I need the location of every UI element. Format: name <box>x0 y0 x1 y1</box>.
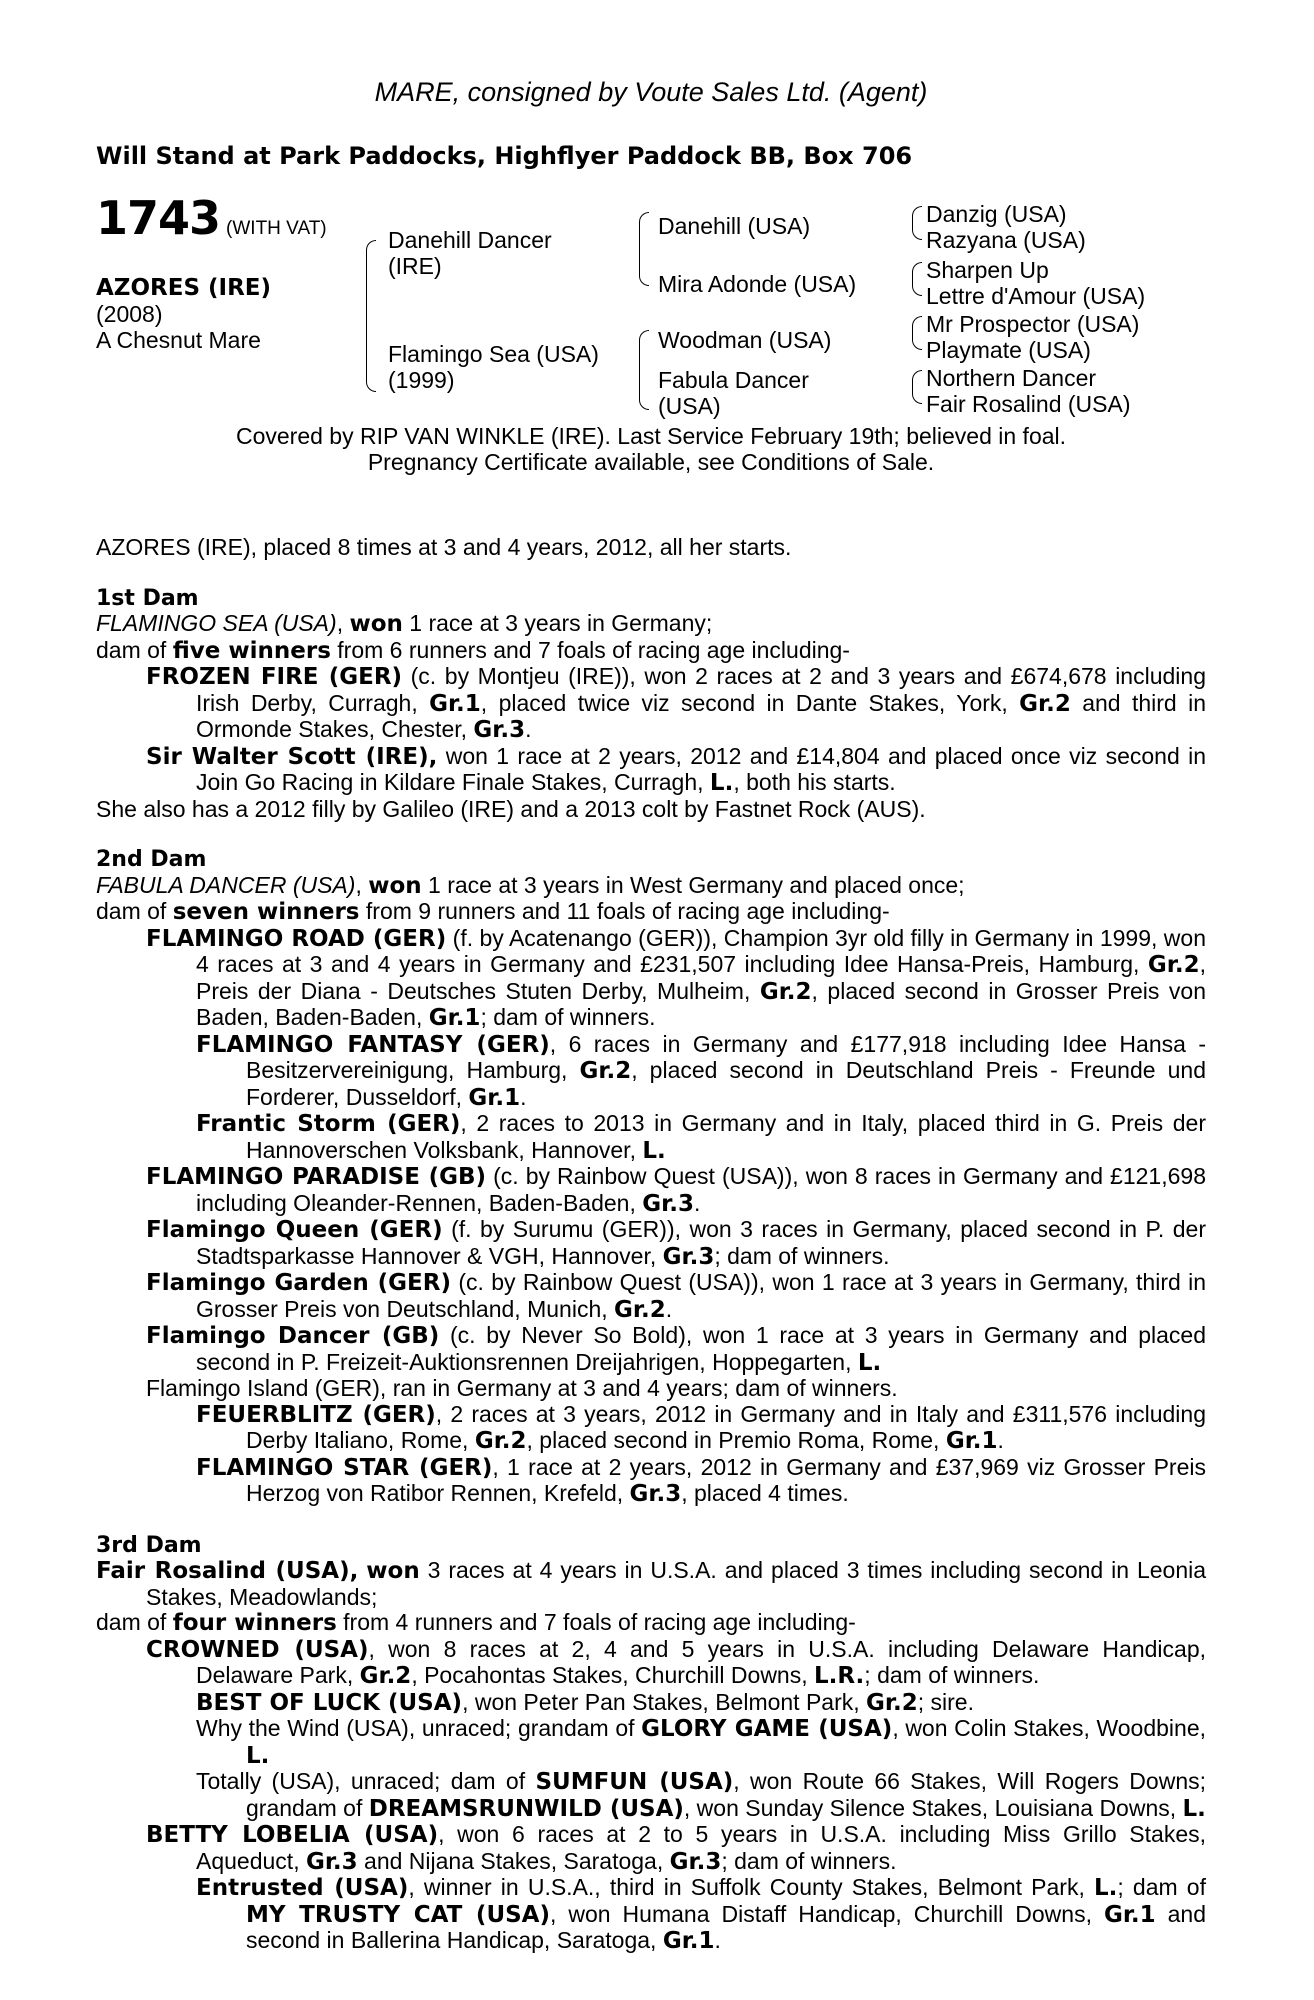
second-dam-section <box>96 847 1206 1508</box>
second-dam-heading: 2nd Dam <box>96 847 207 872</box>
record-text: and third in Ormonde Stakes, Chester, <box>196 689 1206 742</box>
pedigree-sire-dam: Mira Adonde (USA) <box>658 271 857 297</box>
record-text: ; dam of <box>1117 1874 1206 1900</box>
grade: Gr.2 <box>614 1296 666 1323</box>
grade: Gr.2 <box>474 1428 527 1454</box>
grade: L.R. <box>814 1663 865 1689</box>
pedigree-dam-dam: Fabula Dancer <box>658 367 809 393</box>
pedigree-brace <box>912 206 922 240</box>
grade: Gr.2 <box>866 1689 918 1716</box>
record-text: , winner in U.S.A., third in Suffolk County Stakes, Belmont Park, <box>408 1874 1094 1900</box>
grade: L. <box>246 1742 270 1769</box>
dam-name: FABULA DANCER (USA) <box>96 871 356 898</box>
horse-name-bold: FLAMINGO STAR (GER) <box>196 1454 493 1481</box>
record-text: (f. by Acatenango (GER)), Champion 3yr old filly in Germany in 1999, won 4 races at 3 and 4 years in Germany and £231,507 including Idee Hansa-Preis, Hamburg, <box>196 924 1206 977</box>
record-text: (c. by Montjeu (IRE)), won 2 races at 2 and 3 years and £674,678 including Irish Derby, Curragh, <box>196 663 1206 716</box>
record-text: , 1 race at 2 years, 2012 in Germany and £37,969 viz Grosser Preis Herzog von Ratibor Rennen, Krefeld, <box>246 1453 1206 1506</box>
horse-name-bold: MY TRUSTY CAT (USA) <box>246 1901 550 1928</box>
record-text: ; dam of winners. <box>721 1847 897 1874</box>
produce-entry: Flamingo Island (GER), ran in Germany at 3 and 4 years; dam of winners. <box>146 1375 898 1401</box>
record-text: and Nijana Stakes, Saratoga, <box>357 1847 670 1874</box>
grade: Gr.1 <box>429 690 481 717</box>
record-text: (c. by Rainbow Quest (USA)), won 8 races in Germany and £121,698 including Oleander-Rennen, Baden-Baden, <box>196 1163 1206 1216</box>
pedigree-brace <box>639 212 649 286</box>
stand-location: Will Stand at Park Paddocks, Highflyer Paddock BB, Box 706 <box>96 142 913 170</box>
produce-entry <box>96 1822 1206 1875</box>
grade: Gr.1 <box>468 1084 521 1111</box>
grade: Gr.2 <box>359 1663 412 1689</box>
record-text: dam of <box>96 636 173 663</box>
won-label: won <box>368 872 422 899</box>
grade: Gr.1 <box>662 1928 715 1954</box>
record-text: ; dam of winners. <box>480 1004 656 1030</box>
record-text: ; sire. <box>917 1688 974 1715</box>
horse-name-bold: Entrusted (USA) <box>196 1875 409 1901</box>
third-dam-section <box>96 1533 1206 1955</box>
second-dam-record: FABULA DANCER (USA), won 1 race at 3 years in West Germany and placed once; <box>96 871 965 899</box>
pedigree-ddd: Fair Rosalind (USA) <box>926 391 1131 417</box>
horse-name-bold: DREAMSRUNWILD (USA) <box>368 1795 684 1822</box>
record-text: , won Colin Stakes, Woodbine, <box>892 1715 1206 1741</box>
record-text: . <box>714 1927 721 1953</box>
horse-name-bold: FROZEN FIRE (GER) <box>146 664 403 690</box>
horse-name-bold: FLAMINGO FANTASY (GER) <box>196 1031 550 1058</box>
produce-entry <box>96 1769 1206 1822</box>
horse-year: (2008) <box>96 301 163 327</box>
pedigree-dsd: Playmate (USA) <box>926 337 1091 363</box>
record-text: , Pocahontas Stakes, Churchill Downs, <box>411 1662 815 1688</box>
pedigree-brace <box>639 330 649 410</box>
grade: Gr.2 <box>579 1058 632 1084</box>
record-text: , placed second in Deutschland Preis - Freunde und Forderer, Dusseldorf, <box>246 1057 1206 1110</box>
produce-entry <box>96 1032 1206 1112</box>
record-text: (c. by Rainbow Quest (USA)), won 1 race at 3 years in Germany, third in Grosser Preis von Deutschland, Munich, <box>196 1269 1206 1322</box>
grade: Gr.3 <box>662 1243 715 1270</box>
vat-label: (WITH VAT) <box>226 218 327 239</box>
pedigree-dss: Mr Prospector (USA) <box>926 311 1140 337</box>
dam-name: Fair Rosalind (USA) <box>96 1558 350 1584</box>
record-text: dam of <box>96 898 173 924</box>
pedigree-dds: Northern Dancer <box>926 365 1097 391</box>
horse-name-bold: Frantic Storm (GER) <box>196 1111 461 1137</box>
record-text: , placed second in Premio Roma, Rome, <box>526 1427 946 1453</box>
record-text: , won Humana Distaff Handicap, Churchill Downs, <box>550 1900 1104 1927</box>
grade: Gr.2 <box>1019 690 1071 717</box>
lot-number: 1743 <box>96 191 221 245</box>
produce-entry <box>96 1164 1206 1217</box>
pregnancy-line: Pregnancy Certificate available, see Conditions of Sale. <box>367 449 935 475</box>
record-text: Why the Wind (USA), unraced; grandam of <box>196 1715 642 1741</box>
pedigree-sdd: Lettre d'Amour (USA) <box>926 283 1146 309</box>
produce-entry <box>96 1637 1206 1690</box>
race-summary: AZORES (IRE), placed 8 times at 3 and 4 years, 2012, all her starts. <box>96 534 792 560</box>
horse-name-bold: SUMFUN (USA) <box>535 1769 734 1795</box>
record-text: , won 8 races at 2, 4 and 5 years in U.S.A. including Delaware Handicap, Delaware Park, <box>196 1635 1207 1688</box>
grade: Gr.3 <box>642 1190 694 1217</box>
record-text: , both his starts. <box>733 769 896 795</box>
first-dam-record: FLAMINGO SEA (USA), won 1 race at 3 years in Germany; <box>96 610 713 637</box>
record-text: . <box>997 1427 1004 1453</box>
horse-name-bold: Flamingo Garden (GER) <box>146 1270 451 1296</box>
grade: L. <box>709 770 734 796</box>
record-text: , placed twice viz second in Dante Stakes, York, <box>480 689 1020 716</box>
first-dam-section <box>96 586 1206 823</box>
grade: Gr.3 <box>473 717 526 743</box>
pedigree-dam-sire: Woodman (USA) <box>658 327 832 353</box>
pedigree-brace <box>912 316 922 350</box>
horse-name-bold: CROWNED (USA) <box>146 1636 369 1663</box>
grade: Gr.3 <box>305 1848 358 1875</box>
record-text: dam of <box>96 1609 173 1635</box>
grade: Gr.1 <box>428 1005 481 1031</box>
first-dam-produce <box>96 638 1206 665</box>
record-text: . <box>520 1083 527 1110</box>
record-text: , placed second in Grosser Preis von Baden, Baden-Baden, <box>196 977 1206 1030</box>
produce-entry <box>96 1455 1206 1508</box>
record-text: Totally (USA), unraced; dam of <box>196 1768 536 1794</box>
record-text: , 2 races at 3 years, 2012 in Germany and in Italy and £311,576 including Derby Italiano, Rome, <box>246 1400 1206 1453</box>
record-text: , <box>349 1558 359 1584</box>
record-text: . <box>525 716 532 742</box>
produce-entry <box>96 744 1206 797</box>
second-dam-produce <box>96 899 1206 926</box>
produce-entry <box>96 1875 1206 1955</box>
record-text: . <box>665 1295 673 1322</box>
grade: L. <box>1093 1875 1118 1901</box>
pedigree-sire: Danehill Dancer <box>388 227 552 253</box>
produce-record <box>96 535 1206 1955</box>
third-dam-record <box>96 1558 1206 1610</box>
winners-count: five winners <box>172 637 331 664</box>
pedigree-dam-dam-country: (USA) <box>658 393 721 419</box>
grade: L. <box>642 1137 666 1164</box>
covered-line: Covered by RIP VAN WINKLE (IRE). Last Service February 19th; believed in foal. <box>235 423 1067 449</box>
third-dam-heading: 3rd Dam <box>96 1532 202 1558</box>
pedigree-sire-sire: Danehill (USA) <box>658 213 811 239</box>
grade: Gr.1 <box>1103 1901 1156 1928</box>
record-text: . <box>693 1189 701 1216</box>
grade: Gr.1 <box>945 1428 998 1454</box>
record-text: , won Route 66 Stakes, Will Rogers Downs; grandam of <box>246 1768 1206 1821</box>
grade: Gr.3 <box>669 1848 722 1875</box>
record-text: , placed 4 times. <box>681 1480 849 1506</box>
horse-name-bold: Sir Walter Scott (IRE), <box>146 743 438 770</box>
grade: Gr.2 <box>1147 952 1200 978</box>
record-text: , won Peter Pan Stakes, Belmont Park, <box>462 1688 867 1715</box>
record-text: , won Sunday Silence Stakes, Louisiana Downs, <box>683 1794 1183 1821</box>
pedigree-brace <box>912 370 922 404</box>
horse-name-bold: FLAMINGO PARADISE (GB) <box>146 1164 487 1190</box>
record-text: and second in Ballerina Handicap, Saratoga, <box>246 1900 1207 1953</box>
pedigree-ssd: Razyana (USA) <box>926 227 1086 253</box>
record-text: from 9 runners and 11 foals of racing age including- <box>359 898 890 924</box>
record-text: 3 races at 4 years in U.S.A. and placed 3 times including second in Leonia Stakes, Meadowlands; <box>146 1557 1207 1610</box>
pedigree-dam-year: (1999) <box>388 367 455 393</box>
horse-name-bold: Flamingo Queen (GER) <box>146 1217 443 1243</box>
record-text: (f. by Surumu (GER)), won 3 races in Germany, placed second in P. der Stadtsparkasse Hannover & VGH, Hannover, <box>196 1216 1206 1269</box>
record-text: ; dam of winners. <box>714 1242 890 1269</box>
dam-name: FLAMINGO SEA (USA) <box>96 610 337 636</box>
produce-entry <box>96 926 1206 1032</box>
won-label: won <box>366 1558 420 1584</box>
record-text: 1 race at 3 years in Germany; <box>402 610 713 636</box>
pedigree-sds: Sharpen Up <box>926 257 1049 283</box>
record-text: (c. by Never So Bold), won 1 race at 3 years in Germany and placed second in P. Freizeit-Auktionsrennen Dreijahrigen, Hoppegarten, <box>196 1322 1206 1375</box>
produce-entry <box>96 1270 1206 1323</box>
pedigree-sss: Danzig (USA) <box>926 201 1067 227</box>
horse-name-bold: BEST OF LUCK (USA) <box>196 1689 463 1716</box>
horse-name-bold: BETTY LOBELIA (USA) <box>146 1822 439 1848</box>
winners-count: four winners <box>172 1610 337 1636</box>
record-text: , won 6 races at 2 to 5 years in U.S.A. including Miss Grillo Stakes, Aqueduct, <box>196 1821 1206 1874</box>
pedigree-brace <box>912 262 922 296</box>
record-text: , Preis der Diana - Deutsches Stuten Derby, Mulheim, <box>196 951 1206 1004</box>
won-label: won <box>349 611 403 637</box>
produce-entry <box>96 664 1206 744</box>
produce-entry <box>96 1111 1206 1164</box>
pedigree-dam: Flamingo Sea (USA) <box>388 341 599 367</box>
horse-name-bold: FLAMINGO ROAD (GER) <box>146 925 447 952</box>
page-header: MARE, consigned by Voute Sales Ltd. (Agent) <box>374 77 928 107</box>
produce-entry <box>96 1402 1206 1455</box>
horse-name-bold: GLORY GAME (USA) <box>641 1716 893 1742</box>
grade: L. <box>1182 1795 1206 1822</box>
record-text: won 1 race at 2 years, 2012 and £14,804 and placed once viz second in Join Go Racing in Kildare Finale Stakes, Curragh, <box>196 742 1206 795</box>
record-text: , 2 races to 2013 in Germany and in Italy, placed third in G. Preis der Hannoverschen Volksbank, Hannover, <box>246 1110 1207 1163</box>
pedigree-brace <box>366 240 376 392</box>
pedigree-sire-country: (IRE) <box>388 253 442 279</box>
winners-count: seven winners <box>172 899 360 925</box>
produce-entry <box>96 1716 1206 1769</box>
produce-entry <box>96 1323 1206 1376</box>
produce-entry <box>96 1217 1206 1270</box>
horse-name-bold: FEUERBLITZ (GER) <box>196 1401 436 1428</box>
grade: L. <box>857 1349 882 1376</box>
produce-entry <box>96 1690 1206 1717</box>
third-dam-produce <box>96 1610 1206 1637</box>
record-text: from 6 runners and 7 foals of racing age including- <box>330 636 850 663</box>
record-text: ; dam of winners. <box>864 1662 1040 1688</box>
grade: Gr.3 <box>629 1481 682 1507</box>
horse-name: AZORES (IRE) <box>96 275 272 301</box>
horse-name-bold: Flamingo Dancer (GB) <box>146 1323 440 1349</box>
record-text: , 6 races in Germany and £177,918 including Idee Hansa - Besitzervereinigung, Hamburg, <box>246 1030 1206 1083</box>
also-line: She also has a 2012 filly by Galileo (IRE) and a 2013 colt by Fastnet Rock (AUS). <box>96 795 926 822</box>
first-dam-heading: 1st Dam <box>96 585 199 611</box>
record-text: 1 race at 3 years in West Germany and placed once; <box>421 871 965 898</box>
lot-heading <box>96 191 327 245</box>
record-text: from 4 runners and 7 foals of racing age including- <box>336 1609 856 1635</box>
horse-description: A Chesnut Mare <box>96 327 261 353</box>
grade: Gr.2 <box>759 978 812 1005</box>
